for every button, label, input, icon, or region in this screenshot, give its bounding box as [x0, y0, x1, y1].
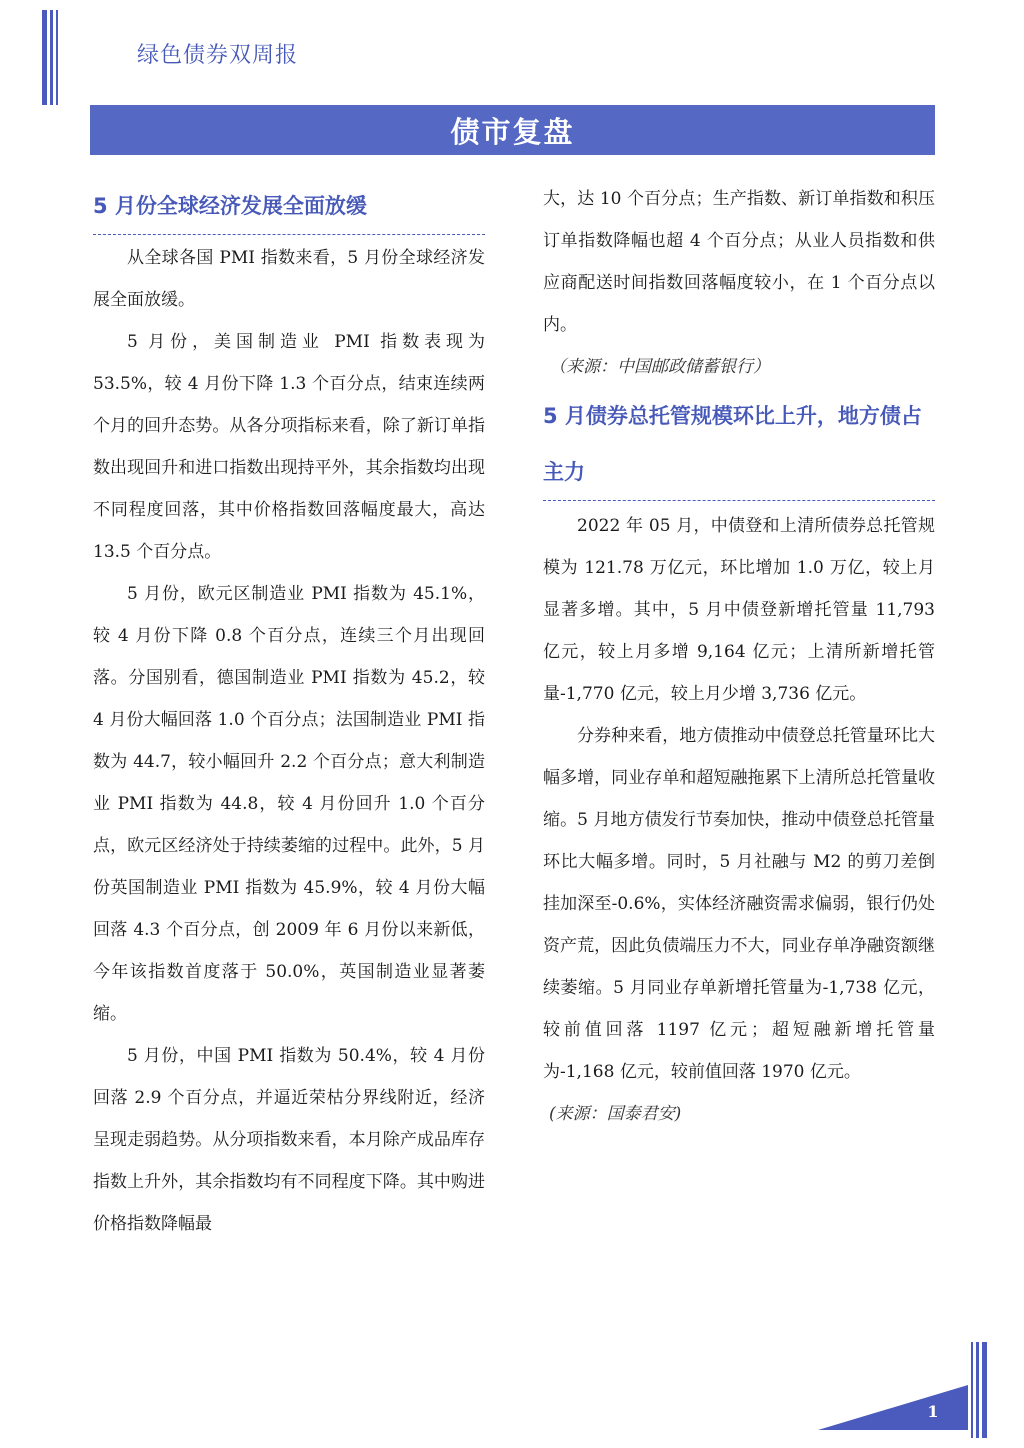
page-corner-triangle — [818, 1385, 968, 1430]
source-note: （来源：中国邮政储蓄银行） — [549, 357, 770, 377]
decor-bar — [50, 10, 53, 105]
source-note: (来源：国泰君安) — [549, 1104, 682, 1124]
section-heading: 5 月债券总托管规模环比上升，地方债占主力 — [543, 388, 935, 501]
report-title: 绿色债券双周报 — [137, 43, 299, 68]
left-column — [93, 178, 485, 1245]
paragraph: 5 月份，美国制造业 PMI 指数表现为 53.5%，较 4 月份下降 1.3 个百分点，结束连续两个月的回升态势。从各分项指标来看，除了新订单指数出现回升和进口指数出现持平外，其余指数均出现不同程度回落，其中价格指数回落幅度最大，高达 13.5 个百分点。 — [93, 332, 485, 562]
decor-bar — [982, 1342, 987, 1438]
decor-bar — [971, 1342, 973, 1438]
right-column — [543, 178, 935, 1135]
paragraph: 2022 年 05 月，中债登和上清所债券总托管规模为 121.78 万亿元，环比增加 1.0 万亿，较上月显著多增。其中，5 月中债登新增托管量 11,793 亿元，较上月多增 9,164 亿元；上清所新增托管量-1,770 亿元，较上月少增 3,736 亿元。 — [543, 516, 935, 704]
paragraph: 从全球各国 PMI 指数来看，5 月份全球经济发展全面放缓。 — [93, 248, 485, 310]
decor-bar — [42, 10, 47, 105]
section-heading: 5 月份全球经济发展全面放缓 — [93, 178, 485, 235]
paragraph: 分券种来看，地方债推动中债登总托管量环比大幅多增，同业存单和超短融拖累下上清所总托管量收缩。5 月地方债发行节奏加快，推动中债登总托管量环比大幅多增。同时，5 月社融与 M2 的剪刀差倒挂加深至-0.6%，实体经济融资需求偏弱，银行仍处资产荒，因此负债端压力不大，同业存单净融资额继续萎缩。5 月同业存单新增托管量为-1,738 亿元，较前值回落 1197 亿元；超短融新增托管量为-1,168 亿元，较前值回落 1970 亿元。 — [543, 726, 935, 1082]
paragraph: 5 月份，中国 PMI 指数为 50.4%，较 4 月份回落 2.9 个百分点，并逼近荣枯分界线附近，经济呈现走弱趋势。从分项指数来看，本月除产成品库存指数上升外，其余指数均有不同程度下降。其中购进价格指数降幅最 — [93, 1046, 485, 1234]
paragraph-continued: 大，达 10 个百分点；生产指数、新订单指数和积压订单指数降幅也超 4 个百分点；从业人员指数和供应商配送时间指数回落幅度较小，在 1 个百分点以内。 — [543, 189, 935, 335]
paragraph: 5 月份，欧元区制造业 PMI 指数为 45.1%，较 4 月份下降 0.8 个百分点，连续三个月出现回落。分国别看，德国制造业 PMI 指数为 45.2，较 4 月份大幅回落 1.0 个百分点；法国制造业 PMI 指数为 44.7，较小幅回升 2.2 个百分点；意大利制造业 PMI 指数为 44.8，较 4 月份回升 1.0 个百分点，欧元区经济处于持续萎缩的过程中。此外，5 月份英国制造业 PMI 指数为 45.9%，较 4 月份大幅回落 4.3 个百分点，创 2009 年 6 月份以来新低，今年该指数首度落于 50.0%，英国制造业显著萎缩。 — [93, 584, 485, 1024]
decor-bar — [56, 10, 58, 105]
section-banner — [90, 105, 935, 155]
banner-title: 债市复盘 — [450, 114, 575, 149]
decor-bar — [976, 1342, 979, 1438]
page-number: 1 — [927, 1402, 939, 1421]
